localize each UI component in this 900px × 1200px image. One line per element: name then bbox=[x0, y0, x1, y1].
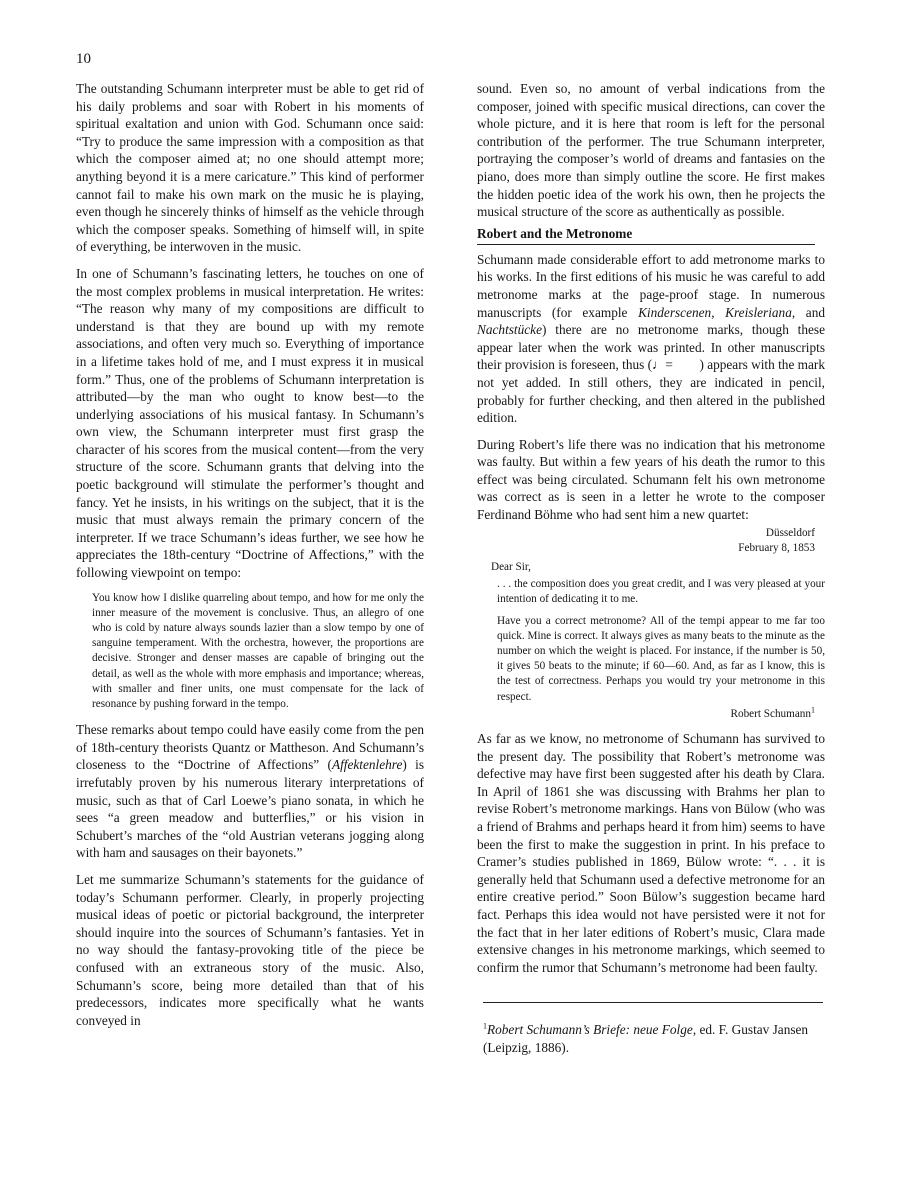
marks-sep-b: , and bbox=[791, 304, 825, 320]
block-quote-tempo: You know how I dislike quarreling about tempo, and how for me only the inner measure of the movement is conclusive. Thus, an allegro of one who is cold by nature always sounds lazier than a slow tempo by one of sanguine temperament. With the orchestra, however, the proportions are decisive. Stronger and denser masses are capable of bringing out the detail, as well as the whole with more emphasis and importance; whereas, with smaller and finer units, one must compensate for the lack of resonance by pushing forward in the tempo. bbox=[92, 591, 424, 711]
paragraph-remarks bbox=[76, 721, 424, 862]
marks-sep-a: , bbox=[711, 304, 726, 320]
remarks-italic: Affektenlehre bbox=[331, 757, 403, 773]
page-number: 10 bbox=[76, 51, 91, 67]
paragraph-survival: As far as we know, no metronome of Schumann has survived to the present day. The possibility that Robert’s metronome was defective may have first been suggested after his death by Clara. In April of 1861 she was discussing with Brahms her plan to revise Robert’s metronome markings. Hans von Bülow (who was a friend of Brahms and perhaps heard it from him) seems to have been the first to make the suggestion in print. In his preface to Cramer’s studies published in 1869, Bülow wrote: “. . . it is generally held that Schumann used a defective metronome for an entire creative period.” Soon Bülow’s suggestion became hard fact. Perhaps this idea would not have persisted were it not for the fact that in her later editions of Robert’s music, Clara made extensive changes in his metronome markings, which seemed to confirm the rumor that Schumann’s metronome had been faulty. bbox=[477, 731, 825, 975]
letter-excerpt bbox=[491, 526, 825, 722]
letter-salutation: Dear Sir, bbox=[491, 561, 531, 574]
remarks-text-b: ) is irrefutably proven by his numerous literary interpretations of music, such as that of Carl Loewe’s piano sonata, in which he sees “a green meadow and butterflies,” or his vision in Schubert’s marches of the “old Austrian veterans jogging along with ham and sausages on their bayonets.” bbox=[76, 757, 425, 861]
marks-italic-kinderscenen: Kinderscenen bbox=[638, 304, 712, 320]
marks-text-a: Schumann made considerable effort to add metronome marks to his works. In the first editions of his music he was careful to add metronome marks at the page-proof stage. In numerous manuscripts (for example bbox=[477, 251, 825, 320]
paragraph-interpreter: The outstanding Schumann interpreter must be able to get rid of his daily problems and soar with Robert in his moments of spiritual exaltation and union with God. Schumann once said: “Try to produce the same impression with a composition as that which the composer aimed at; no one should attempt more; anything beyond it is a mere caricature.” This kind of performer cannot fail to make his own mark on the music he is playing, even though he sincerely thinks of himself as the vehicle through which the composer speaks. Something of himself will, in spite of everything, be interwoven in the music. bbox=[76, 81, 424, 255]
marks-text-b: ) there are no metronome marks, though these appear later when the work was printed. In other manuscripts their provision is foreseen, thus (♩= ) appears with the mark not yet added. In still others, they are indicated in pencil, probably for further checking, and then altered in the published edition. bbox=[477, 322, 825, 426]
left-column bbox=[76, 80, 424, 1029]
paragraph-metronome-marks bbox=[477, 251, 825, 427]
footnote-marker: 1 bbox=[811, 705, 815, 715]
remarks-text-a: These remarks about tempo could have easily come from the pen of 18th-century theorists Quantz or Mattheson. And Schumann’s closeness to the “Doctrine of Affections” ( bbox=[76, 722, 424, 773]
right-column bbox=[477, 80, 825, 1057]
footnote bbox=[483, 1021, 825, 1056]
paragraph-letters: In one of Schumann’s fascinating letters, he touches on one of the most complex problems in musical interpretation. He writes: “The reason why many of my compositions are difficult to understand is that they are bound up with my remote associations, and often very much so. Everything of importance in a lifetime takes hold of me, and I must express it in musical form.” Thus, one of the problems of Schumann interpretation is attributed—by the man who ought to know best—to the underlying associations of his musical fantasy. In Schumann’s own view, the Schumann interpreter must first grasp the character of his scores from the musical content—from the very structure of the score. Schumann grants that delving into the poetic background will stimulate the performer’s thought and fancy. Yet he insists, in his writings on the subject, that it is the music that must always remain the primary concern of the interpreter. If we trace Schumann’s ideas further, we see how he appreciates the 18th-century “Doctrine of Affections,” with the following viewpoint on tempo: bbox=[76, 265, 424, 581]
letter-body: Have you a correct metronome? All of the tempi appear to me far too quick. Mine is correct. It always gives as many beats to the minute as the number on which the weight is placed. For instance, if the number is 50, it gives 50 beats to the minute; if 60—60. And, as far as I know, this is the test of correctness. Perhaps you would try your metronome in this respect. bbox=[497, 614, 825, 703]
paragraph-robert-life: During Robert’s life there was no indication that his metronome was faulty. But within a few years of his death the rumor to this effect was being circulated. Schumann felt his own metronome was correct as is seen in a letter he wrote to the composer Ferdinand Böhme who had sent him a new quartet: bbox=[477, 436, 825, 523]
paragraph-summary: Let me summarize Schumann’s statements for the guidance of today’s Schumann performer. Clearly, in properly projecting musical ideas of poetic or pictorial background, the interpreter should inquire into the sources of Schumann’s fantasies. Yet in no way should the fantasy-provoking title of the piece be confused with an extraneous story of the music. Also, Schumann’s score, being more detailed than that of his predecessors, indicates more specifically what he wants conveyed in bbox=[76, 872, 424, 1028]
paragraph-sound: sound. Even so, no amount of verbal indications from the composer, joined with specific musical directions, can cover the whole picture, and it is here that room is left for the personal contribution of the performer. The true Schumann interpreter, portraying the composer’s world of dreams and fantasies on the piano, does more than simply outline the score. He first makes the hidden poetic idea of the work his own, then he projects the musical structure of the score as authentically as possible. bbox=[477, 81, 825, 220]
letter-signature bbox=[491, 707, 825, 722]
letter-place: Düsseldorf bbox=[765, 526, 815, 539]
marks-italic-nachtstucke: Nachtstücke bbox=[477, 322, 542, 338]
footnote-number: 1 bbox=[483, 1021, 487, 1031]
footnote-title: Robert Schumann’s Briefe: neue Folge bbox=[487, 1022, 693, 1038]
marks-italic-kreisleriana: Kreisleriana bbox=[725, 304, 792, 320]
letter-intro: . . . the composition does you great credit, and I was very pleased at your intention of dedicating it to me. bbox=[497, 578, 825, 606]
section-heading: Robert and the Metronome bbox=[477, 225, 815, 245]
footnote-citation: , ed. F. Gustav Jansen (Leipzig, 1886). bbox=[483, 1022, 809, 1055]
signature-name: Robert Schumann bbox=[730, 707, 811, 720]
footnote-divider bbox=[483, 1002, 823, 1003]
letter-date: February 8, 1853 bbox=[738, 541, 815, 554]
